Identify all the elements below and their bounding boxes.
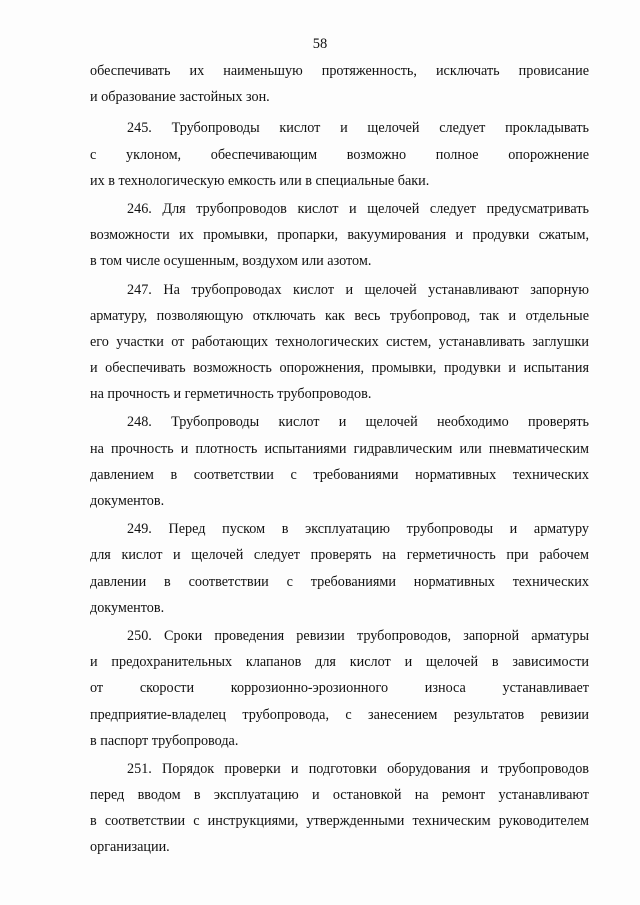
text-line: и обеспечивать возможность опорожнения, промывки, продувки и испытания	[90, 360, 589, 377]
text-line: 246. Для трубопроводов кислот и щелочей следует предусматривать	[127, 200, 589, 217]
text-line: для кислот и щелочей следует проверять на герметичность при рабочем	[90, 547, 589, 564]
text-line: 251. Порядок проверки и подготовки оборудования и трубопроводов	[127, 760, 589, 777]
paragraph-245	[90, 115, 589, 194]
text-line: давлении в соответствии с требованиями нормативных технических	[90, 573, 589, 590]
paragraph-249	[90, 516, 589, 621]
text-line: на прочность и плотность испытаниями гидравлическим или пневматическим	[90, 440, 589, 457]
text-line: арматуру, позволяющую отключать как весь трубопровод, так и отдельные	[90, 307, 589, 324]
text-line: предприятие-владелец трубопровода, с занесением результатов ревизии	[90, 706, 589, 723]
text-line: в том числе осушенным, воздухом или азотом.	[90, 253, 372, 270]
paragraph-247	[90, 277, 589, 408]
text-line: и предохранительных клапанов для кислот и щелочей в зависимости	[90, 654, 589, 671]
text-line: 250. Сроки проведения ревизии трубопроводов, запорной арматуры	[127, 627, 589, 644]
text-line: в соответствии с инструкциями, утвержденными техническим руководителем	[90, 813, 589, 830]
paragraph-246	[90, 196, 589, 275]
page-number: 58	[312, 36, 328, 52]
paragraph-248	[90, 409, 589, 514]
text-line: давлением в соответствии с требованиями нормативных технических	[90, 466, 589, 483]
paragraph-continuation	[90, 58, 589, 110]
text-line: 245. Трубопроводы кислот и щелочей следует прокладывать	[127, 120, 589, 137]
text-line: в паспорт трубопровода.	[90, 732, 239, 749]
text-line: их в технологическую емкость или в специальные баки.	[90, 172, 430, 189]
text-line: 248. Трубопроводы кислот и щелочей необходимо проверять	[127, 414, 589, 431]
text-line: от скорости коррозионно-эрозионного износа устанавливает	[90, 680, 589, 697]
text-line: обеспечивать их наименьшую протяженность, исключать провисание	[90, 63, 589, 79]
text-line: перед вводом в эксплуатацию и остановкой на ремонт устанавливают	[90, 787, 589, 804]
text-line: на прочность и герметичность трубопроводов.	[90, 386, 372, 403]
text-line: 249. Перед пуском в эксплуатацию трубопроводы и арматуру	[127, 521, 589, 538]
document-body	[90, 58, 589, 861]
text-line: и образование застойных зон.	[90, 89, 270, 106]
text-line: документов.	[90, 599, 165, 616]
text-line: возможности их промывки, пропарки, вакуумирования и продувки сжатым,	[90, 227, 589, 244]
text-line: его участки от работающих технологических систем, устанавливать заглушки	[90, 333, 589, 350]
text-line: 247. На трубопроводах кислот и щелочей устанавливают запорную	[127, 281, 589, 298]
text-line: документов.	[90, 493, 165, 509]
paragraph-251	[90, 756, 589, 861]
paragraph-250	[90, 623, 589, 754]
text-line: организации.	[90, 839, 170, 856]
text-line: с уклоном, обеспечивающим возможно полное опорожнение	[90, 146, 589, 163]
